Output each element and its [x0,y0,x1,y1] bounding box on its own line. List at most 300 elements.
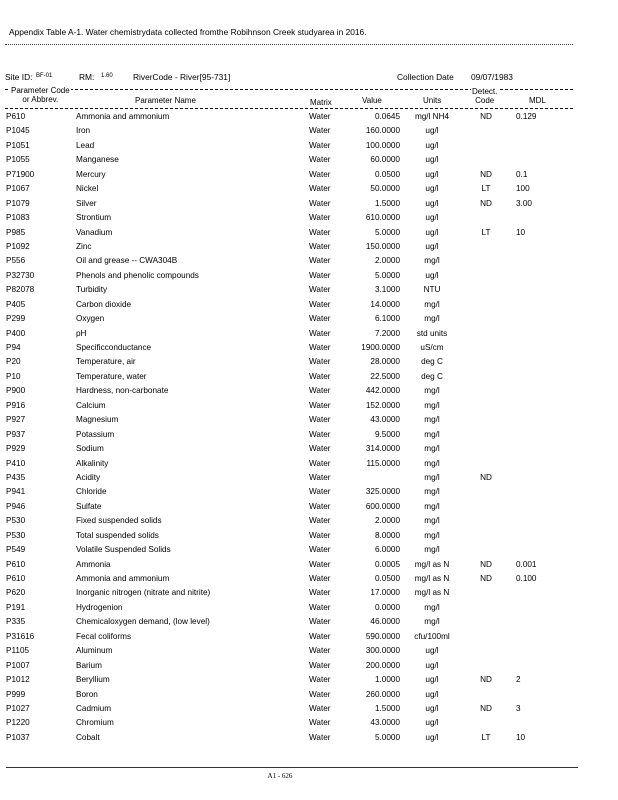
parameter-code: P1007 [6,660,30,670]
units-cell: mg/l [424,530,440,540]
parameter-name: Acidity [76,472,101,482]
units-cell: mg/l [424,386,440,396]
table-row [0,471,618,485]
parameter-code: P1105 [6,646,30,656]
detect-code-cell: LT [481,184,491,194]
table-row [0,442,618,456]
units-cell: ug/l [425,241,439,251]
mdl-cell: 2 [516,675,521,685]
matrix-cell: Water [309,328,331,338]
parameter-name: Mercury [76,169,106,179]
table-row [0,341,618,355]
units-cell: ug/l [425,270,439,280]
units-cell: mg/l [424,299,440,309]
matrix-cell: Water [309,458,331,468]
table-row [0,355,618,369]
matrix-cell: Water [309,732,331,742]
parameter-name: Iron [76,126,91,136]
table-row [0,543,618,557]
table-row [0,197,618,211]
value-cell: 8.0000 [374,530,400,540]
value-cell: 100.0000 [365,140,400,150]
parameter-name: Sodium [76,444,104,454]
table-row [0,211,618,225]
parameter-name: Ammonia and ammonium [76,574,170,583]
matrix-cell: Water [309,660,331,670]
table-row [0,673,618,687]
value-cell: 17.0000 [370,588,400,598]
value-cell: 22.5000 [370,371,400,381]
parameter-name: Chemicaloxygen demand, (low level) [76,617,210,627]
value-cell: 43.0000 [370,718,400,728]
detect-code-cell: LT [481,732,491,742]
value-cell: 442.0000 [365,386,400,396]
table-row [0,500,618,514]
detect-code-cell: LT [481,227,491,237]
parameter-code: P1079 [6,198,30,208]
matrix-cell: Water [309,487,331,497]
units-cell: ug/l [425,198,439,208]
matrix-cell: Water [309,270,331,280]
table-row [0,110,618,124]
parameter-code: P1012 [6,675,30,685]
value-cell: 5.0000 [374,732,400,742]
detect-code-cell: ND [480,112,492,121]
table-row [0,226,618,240]
mdl-cell: 0.100 [516,574,537,583]
col-header-matrix: Matrix [310,98,332,107]
units-cell: mg/l NH4 [414,112,450,121]
matrix-cell: Water [309,545,331,555]
parameter-name: Ammonia [76,559,111,569]
site-id-value: BF-01 [36,73,53,79]
parameter-code: P32730 [6,270,35,280]
parameter-name: Specificconductance [76,343,152,352]
parameter-name: Chloride [76,487,107,497]
parameter-name: Nickel [76,184,99,194]
mdl-cell: 3 [516,703,521,713]
units-cell: std units [416,328,448,338]
table-row [0,485,618,499]
value-cell: 150.0000 [365,241,400,251]
site-id-label: Site ID: [5,72,33,82]
col-header-detect-code: Detect. Code [472,87,498,105]
table-row [0,153,618,167]
table-row [0,457,618,471]
matrix-cell: Water [309,444,331,454]
mdl-cell: 10 [516,227,526,237]
value-cell: 50.0000 [370,184,400,194]
parameter-name: Cobalt [76,732,100,742]
matrix-cell: Water [309,530,331,540]
matrix-cell: Water [309,256,331,266]
table-row [0,716,618,730]
parameter-name: Sulfate [76,501,102,511]
parameter-code: P1051 [6,140,30,150]
table-row [0,572,618,586]
units-cell: mg/l [424,444,440,454]
matrix-cell: Water [309,241,331,251]
units-cell: mg/l [424,472,440,482]
parameter-code: P94 [6,343,21,352]
detect-code-cell: ND [480,574,492,583]
table-row [0,168,618,182]
parameter-name: Strontium [76,213,112,223]
units-cell: mg/l [424,458,440,468]
mdl-cell: 0.001 [516,559,537,569]
table-row [0,586,618,600]
table-row [0,312,618,326]
parameter-code: P299 [6,314,26,324]
parameter-name: Fecal coliforms [76,631,132,641]
parameter-name: Fixed suspended solids [76,516,162,526]
units-cell: mg/l [424,415,440,425]
table-row [0,428,618,442]
detect-code-cell: ND [480,675,492,685]
table-row [0,413,618,427]
matrix-cell: Water [309,285,331,295]
parameter-name: Potassium [76,429,115,439]
value-cell: 5.0000 [374,270,400,280]
parameter-code: P1220 [6,718,30,728]
parameter-name: pH [76,328,87,338]
units-cell: ug/l [425,732,439,742]
data-table [0,110,618,745]
units-cell: ug/l [425,718,439,728]
value-cell: 46.0000 [370,617,400,627]
parameter-name: Beryllium [76,675,110,685]
parameter-name: Aluminum [76,646,113,656]
matrix-cell: Water [309,126,331,136]
parameter-name: Barium [76,660,102,670]
parameter-name: Oxygen [76,314,105,324]
value-cell: 1.0000 [374,675,400,685]
units-cell: ug/l [425,689,439,699]
parameter-name: Silver [76,198,97,208]
col-header-mdl: MDL [529,96,546,105]
parameter-name: Temperature, air [76,357,136,367]
value-cell: 200.0000 [365,660,400,670]
parameter-code: P410 [6,458,26,468]
matrix-cell: Water [309,169,331,179]
matrix-cell: Water [309,155,331,165]
value-cell: 6.0000 [374,545,400,555]
units-cell: mg/l as N [414,588,450,598]
value-cell: 0.0500 [374,169,400,179]
parameter-code: P191 [6,602,26,612]
parameter-name: Vanadium [76,227,113,237]
parameter-name: Magnesium [76,415,119,425]
col-header-param-code: Parameter Code or Abbrev. [11,86,70,104]
units-cell: mg/l as N [414,559,450,569]
parameter-code: P405 [6,299,26,309]
units-cell: deg C [421,357,443,367]
parameter-code: P556 [6,256,26,266]
table-row [0,601,618,615]
value-cell: 60.0000 [370,155,400,165]
value-cell: 43.0000 [370,415,400,425]
units-cell: ug/l [425,660,439,670]
parameter-code: P400 [6,328,26,338]
matrix-cell: Water [309,501,331,511]
matrix-cell: Water [309,703,331,713]
value-cell: 115.0000 [366,458,400,468]
parameter-name: Oil and grease -- CWA304B [76,256,178,266]
parameter-code: P929 [6,444,26,454]
table-row [0,615,618,629]
matrix-cell: Water [309,213,331,223]
parameter-code: P946 [6,501,26,511]
value-cell: 28.0000 [370,357,400,367]
matrix-cell: Water [309,646,331,656]
rm-label: RM: [79,72,95,82]
value-cell: 160.0000 [365,126,400,136]
parameter-code: P435 [6,472,26,482]
collection-date-label: Collection Date [397,72,454,82]
matrix-cell: Water [309,299,331,309]
units-cell: mg/l as N [414,574,450,583]
table-row [0,370,618,384]
units-cell: mg/l [424,516,440,526]
value-cell: 0.0500 [374,574,400,583]
mdl-cell: 0.129 [516,112,537,121]
table-row [0,702,618,716]
river-code: RiverCode - River[95-731] [133,72,231,82]
units-cell: ug/l [425,703,439,713]
parameter-name: Zinc [76,241,92,251]
site-info-row [0,72,618,84]
units-cell: mg/l [424,256,440,266]
parameter-name: Temperature, water [76,371,147,381]
parameter-code: P927 [6,415,26,425]
units-cell: mg/l [424,400,440,410]
units-cell: mg/l [424,617,440,627]
units-cell: ug/l [425,213,439,223]
units-cell: ug/l [425,184,439,194]
matrix-cell: Water [309,227,331,237]
matrix-cell: Water [309,415,331,425]
parameter-code: P985 [6,227,26,237]
matrix-cell: Water [309,689,331,699]
matrix-cell: Water [309,400,331,410]
table-row [0,327,618,341]
value-cell: 0.0645 [374,112,400,121]
parameter-name: Chromium [76,718,114,728]
matrix-cell: Water [309,371,331,381]
units-cell: uS/cm [420,343,444,352]
units-cell: ug/l [425,227,439,237]
table-row [0,399,618,413]
parameter-code: P82078 [6,285,35,295]
parameter-code: P31616 [6,631,35,641]
col-header-param-name: Parameter Name [135,96,196,105]
parameter-name: Total suspended solids [76,530,159,540]
matrix-cell: Water [309,631,331,641]
matrix-cell: Water [309,429,331,439]
value-cell: 325.0000 [365,487,400,497]
parameter-code: P549 [6,545,26,555]
parameter-name: Phenols and phenolic compounds [76,270,199,280]
matrix-cell: Water [309,588,331,598]
table-row [0,182,618,196]
mdl-cell: 100 [516,184,530,194]
value-cell: 5.0000 [374,227,400,237]
matrix-cell: Water [309,112,331,121]
parameter-name: Volatile Suspended Solids [76,545,171,555]
units-cell: ug/l [425,126,439,136]
mdl-cell: 10 [516,732,526,742]
value-cell: 260.0000 [365,689,400,699]
parameter-code: P71900 [6,169,35,179]
table-row [0,139,618,153]
table-row [0,529,618,543]
value-cell: 0.0005 [374,559,400,569]
parameter-code: P1083 [6,213,30,223]
parameter-name: Calcium [76,400,106,410]
table-row [0,254,618,268]
matrix-cell: Water [309,718,331,728]
table-row [0,283,618,297]
units-cell: mg/l [424,545,440,555]
parameter-code: P530 [6,516,26,526]
detect-code-cell: ND [480,169,492,179]
table-row [0,644,618,658]
rm-value: 1.60 [101,73,113,79]
value-cell: 314.0000 [365,444,400,454]
parameter-code: P610 [6,574,26,583]
value-cell: 2.0000 [374,256,400,266]
parameter-name: Lead [76,140,95,150]
col-header-value: Value [362,96,382,105]
matrix-cell: Water [309,617,331,627]
parameter-code: P530 [6,530,26,540]
units-cell: ug/l [425,646,439,656]
parameter-code: P1092 [6,241,30,251]
detect-code-cell: ND [480,703,492,713]
value-cell: 610.0000 [365,213,400,223]
detect-code-cell: ND [480,198,492,208]
page-title: Appendix Table A-1. Water chemistrydata collected fromthe Robihnson Creek studyarea in 2016. [9,27,367,37]
parameter-code: P1027 [6,703,30,713]
parameter-code: P1055 [6,155,30,165]
table-row [0,269,618,283]
parameter-code: P1067 [6,184,30,194]
units-cell: mg/l [424,501,440,511]
matrix-cell: Water [309,357,331,367]
value-cell: 9.5000 [374,429,400,439]
units-cell: mg/l [424,602,440,612]
matrix-cell: Water [309,386,331,396]
value-cell: 590.0000 [365,631,400,641]
matrix-cell: Water [309,516,331,526]
parameter-name: Inorganic nitrogen (nitrate and nitrite) [76,588,211,598]
collection-date-value: 09/07/1983 [471,72,513,82]
value-cell: 1.5000 [374,703,400,713]
parameter-code: P900 [6,386,26,396]
parameter-name: Boron [76,689,98,699]
units-cell: ug/l [425,675,439,685]
units-cell: ug/l [425,169,439,179]
parameter-code: P620 [6,588,26,598]
table-row [0,558,618,572]
matrix-cell: Water [309,574,331,583]
parameter-code: P335 [6,617,26,627]
matrix-cell: Water [309,140,331,150]
parameter-code: P941 [6,487,26,497]
detect-code-cell: ND [480,559,492,569]
units-cell: deg C [421,371,443,381]
parameter-code: P916 [6,400,26,410]
mdl-cell: 3.00 [516,198,532,208]
table-row [0,384,618,398]
value-cell: 1.5000 [374,198,400,208]
value-cell: 152.0000 [365,400,400,410]
table-row [0,688,618,702]
value-cell: 3.1000 [374,285,400,295]
units-cell: mg/l [424,314,440,324]
table-row [0,124,618,138]
units-cell: NTU [423,285,441,295]
parameter-code: P937 [6,429,26,439]
matrix-cell: Water [309,343,331,352]
table-row [0,240,618,254]
value-cell: 14.0000 [370,299,400,309]
matrix-cell: Water [309,602,331,612]
value-cell: 0.0000 [374,602,400,612]
parameter-code: P20 [6,357,21,367]
parameter-code: P10 [6,371,21,381]
matrix-cell: Water [309,675,331,685]
parameter-name: Carbon dioxide [76,299,132,309]
value-cell: 600.0000 [365,501,400,511]
parameter-code: P1037 [6,732,30,742]
parameter-name: Manganese [76,155,119,165]
matrix-cell: Water [309,472,331,482]
table-row [0,514,618,528]
table-row [0,659,618,673]
mdl-cell: 0.1 [516,169,528,179]
title-divider [5,44,573,45]
table-row [0,731,618,745]
units-cell: ug/l [425,155,439,165]
matrix-cell: Water [309,559,331,569]
value-cell: 7.2000 [374,328,400,338]
col-header-units: Units [423,96,442,105]
matrix-cell: Water [309,198,331,208]
parameter-code: P999 [6,689,26,699]
value-cell: 2.0000 [374,516,400,526]
parameter-name: Hydrogenion [76,602,123,612]
value-cell: 1900.0000 [361,343,400,352]
parameter-name: Turbidity [76,285,108,295]
parameter-code: P610 [6,559,26,569]
matrix-cell: Water [309,184,331,194]
table-row [0,630,618,644]
parameter-name: Hardness, non-carbonate [76,386,169,396]
parameter-name: Cadmium [76,703,112,713]
parameter-code: P610 [6,112,26,121]
value-cell: 6.1000 [374,314,400,324]
page-number: A1 - 626 [267,772,293,780]
units-cell: mg/l [424,487,440,497]
header-bottom-rule [5,108,573,109]
units-cell: ug/l [425,140,439,150]
footer-rule [6,767,578,768]
matrix-cell: Water [309,314,331,324]
units-cell: mg/l [424,429,440,439]
value-cell: 300.0000 [365,646,400,656]
table-row [0,298,618,312]
